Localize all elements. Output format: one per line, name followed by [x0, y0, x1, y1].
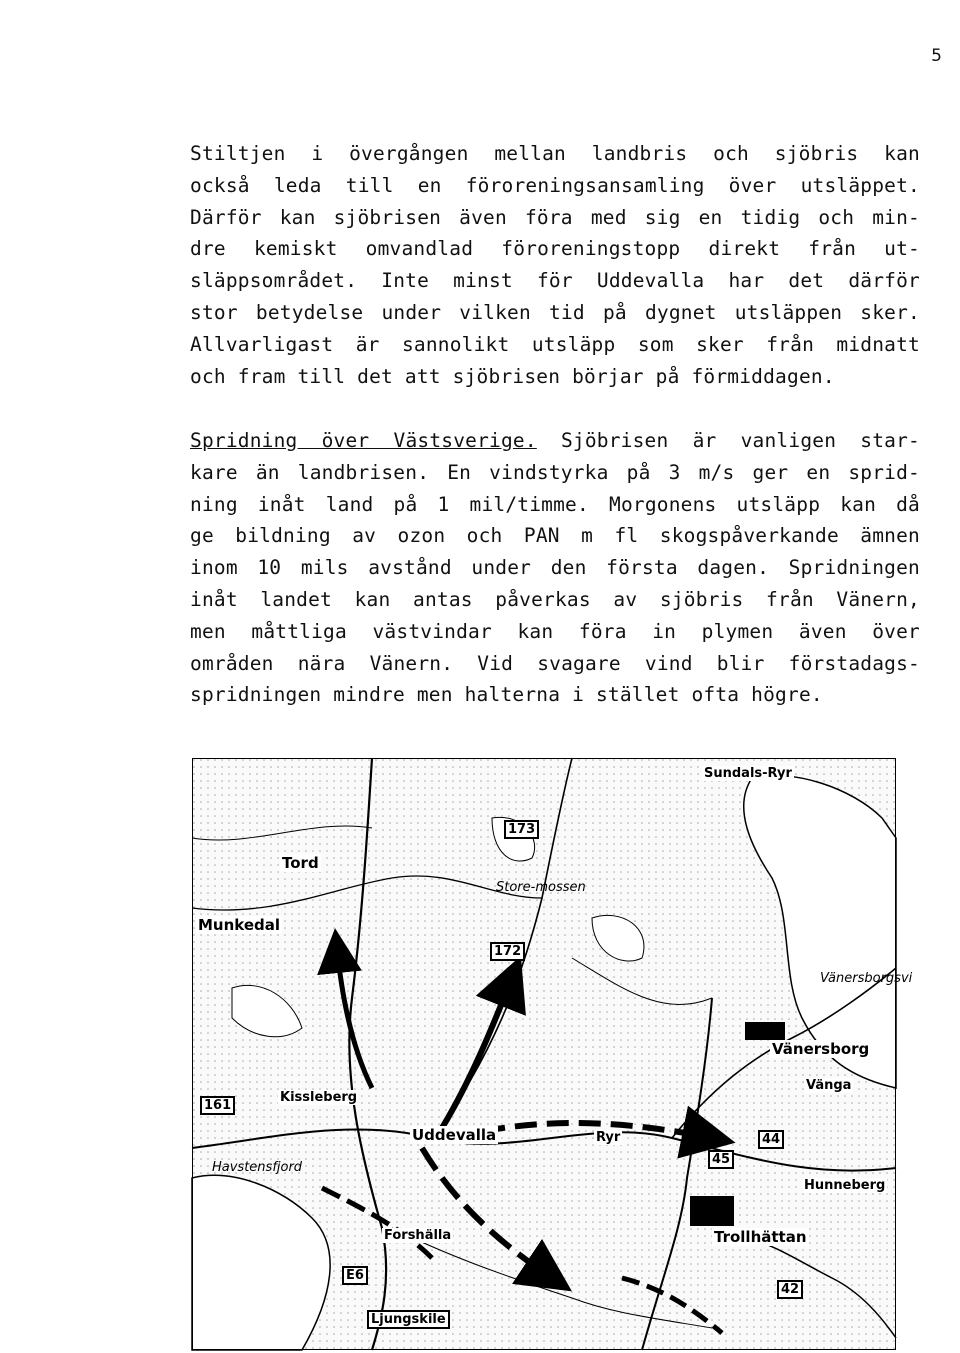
text-line: inåt landet kan antas påverkas av sjöbris från Vänern, — [190, 587, 920, 611]
text-line: och fram till det att sjöbrisen börjar på förmiddagen. — [190, 364, 835, 388]
map-label-ljungskile: Ljungskile — [367, 1310, 450, 1329]
text-line: spridningen mindre men halterna i stället ofta högre. — [190, 683, 823, 707]
town-trollhattan — [690, 1196, 734, 1226]
map-label-tord: Tord — [282, 854, 319, 872]
road-number-42: 42 — [777, 1280, 803, 1299]
town-vanersborg — [745, 1022, 785, 1040]
road-number-e6: E6 — [342, 1266, 368, 1285]
text-line: ge bildning av ozon och PAN m fl skogspåverkande ämnen — [190, 524, 920, 548]
map-label-kissleberg: Kissleberg — [280, 1090, 358, 1105]
text-line: områden nära Vänern. Vid svagare vind blir förstadags- — [190, 651, 920, 675]
road-number-161: 161 — [200, 1096, 235, 1115]
map-label-storemossen: Store-mossen — [496, 880, 586, 895]
road-number-45: 45 — [708, 1150, 734, 1169]
text-line: men måttliga västvindar kan föra in plymen även över — [190, 619, 920, 643]
map-label-munkedal: Munkedal — [198, 916, 281, 934]
section-heading: Spridning över Västsverige. — [190, 429, 537, 452]
map-label-havstensfjord: Havstensfjord — [212, 1160, 303, 1175]
map-label-vanga: Vänga — [806, 1078, 852, 1093]
text-line: Stiltjen i övergången mellan landbris och sjöbris kan — [190, 142, 920, 165]
text-line: kare än landbrisen. En vindstyrka på 3 m/s ger en sprid- — [190, 460, 920, 484]
dispersion-map — [192, 758, 913, 1350]
paragraph-spread-west-sweden — [190, 425, 920, 711]
text-line: Därför kan sjöbrisen även föra med sig en tidig och min- — [190, 205, 920, 229]
text-line-with-heading — [190, 425, 920, 457]
page-number: 5 — [931, 46, 942, 66]
map-label-forshalla: Forshälla — [384, 1228, 452, 1243]
paragraph-sea-breeze — [190, 138, 920, 392]
text-line: stor betydelse under vilken tid på dygnet utsläppen sker. — [190, 300, 920, 324]
text-line: släppsområdet. Inte minst för Uddevalla har det därför — [190, 269, 920, 293]
road-number-44: 44 — [758, 1130, 784, 1149]
map-label-vanersborg: Vänersborg — [772, 1040, 870, 1058]
text-line: också leda till en föroreningsansamling över utsläppet. — [190, 173, 920, 197]
map-label-trollhattan: Trollhättan — [714, 1228, 807, 1246]
road-number-173: 173 — [504, 820, 539, 839]
map-label-ryr: Ryr — [596, 1130, 621, 1145]
map-label-hunneberg: Hunneberg — [804, 1178, 886, 1193]
text-line: Allvarligast är sannolikt utsläpp som sker från midnatt — [190, 332, 920, 356]
map-label-sundals-ryr: Sundals-Ryr — [704, 766, 792, 781]
text-line: dre kemiskt omvandlad föroreningstopp direkt från ut- — [190, 237, 920, 261]
map-label-uddevalla: Uddevalla — [412, 1126, 497, 1144]
text-line: inom 10 mils avstånd under den första dagen. Spridningen — [190, 556, 920, 580]
map-label-vanersborgsvik: Vänersborgsvi — [820, 971, 913, 986]
text-fragment: Sjöbrisen är vanligen star- — [536, 429, 920, 452]
road-number-172: 172 — [490, 942, 525, 961]
text-line: ning inåt land på 1 mil/timme. Morgonens utsläpp kan då — [190, 492, 920, 516]
